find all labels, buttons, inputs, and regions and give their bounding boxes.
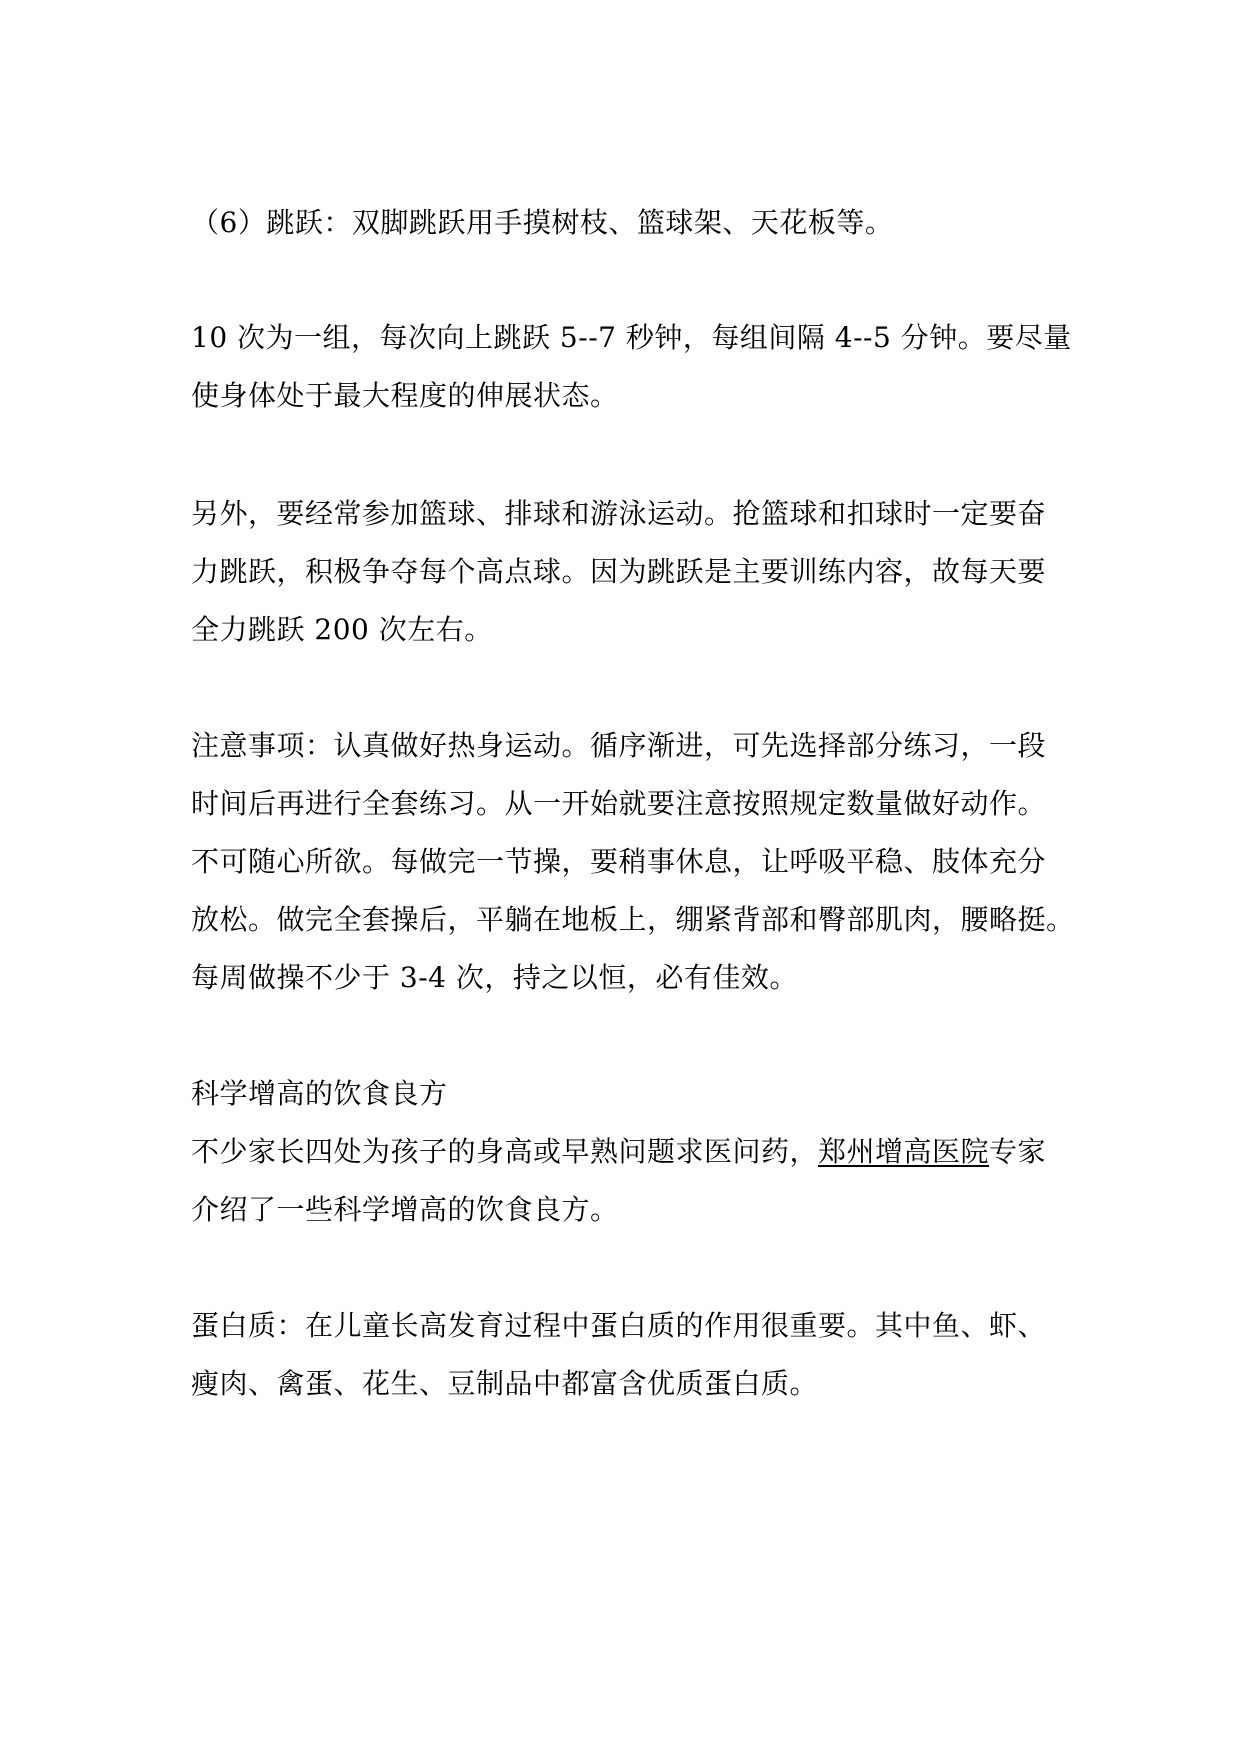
paragraph-line: 10 次为一组，每次向上跳跃 5--7 秒钟，每组间隔 4--5 分钟。要尽量 bbox=[191, 321, 1072, 354]
intro-text-tail: 专家 bbox=[989, 1135, 1047, 1168]
paragraph-line: 另外，要经常参加篮球、排球和游泳运动。抢篮球和扣球时一定要奋 bbox=[191, 497, 1047, 530]
paragraph-line: 蛋白质：在儿童长高发育过程中蛋白质的作用很重要。其中鱼、虾、 bbox=[191, 1309, 1047, 1342]
paragraph-line: 力跳跃，积极争夺每个高点球。因为跳跃是主要训练内容，故每天要 bbox=[191, 555, 1047, 588]
paragraph-line: 注意事项：认真做好热身运动。循序渐进，可先选择部分练习，一段 bbox=[191, 729, 1047, 762]
paragraph-line: 瘦肉、禽蛋、花生、豆制品中都富含优质蛋白质。 bbox=[191, 1367, 819, 1400]
paragraph-line: 全力跳跃 200 次左右。 bbox=[191, 613, 493, 646]
jump-exercise-heading: （6）跳跃：双脚跳跃用手摸树枝、篮球架、天花板等。 bbox=[191, 206, 894, 239]
paragraph-line-with-link bbox=[191, 1132, 1071, 1172]
paragraph-line: 每周做操不少于 3-4 次，持之以恒，必有佳效。 bbox=[191, 961, 798, 994]
paragraph-line: 时间后再进行全套练习。从一开始就要注意按照规定数量做好动作。 bbox=[191, 787, 1047, 820]
paragraph-line: 放松。做完全套操后，平躺在地板上，绷紧背部和臀部肌肉，腰略挺。 bbox=[191, 903, 1075, 936]
paragraph-line: 介绍了一些科学增高的饮食良方。 bbox=[191, 1193, 619, 1226]
hospital-link[interactable]: 郑州增高医院 bbox=[818, 1135, 990, 1168]
paragraph-line: 使身体处于最大程度的伸展状态。 bbox=[191, 379, 619, 412]
intro-text: 不少家长四处为孩子的身高或早熟问题求医问药， bbox=[191, 1135, 819, 1168]
section-heading: 科学增高的饮食良方 bbox=[191, 1077, 448, 1110]
paragraph-line: 不可随心所欲。每做完一节操，要稍事休息，让呼吸平稳、肢体充分 bbox=[191, 845, 1047, 878]
